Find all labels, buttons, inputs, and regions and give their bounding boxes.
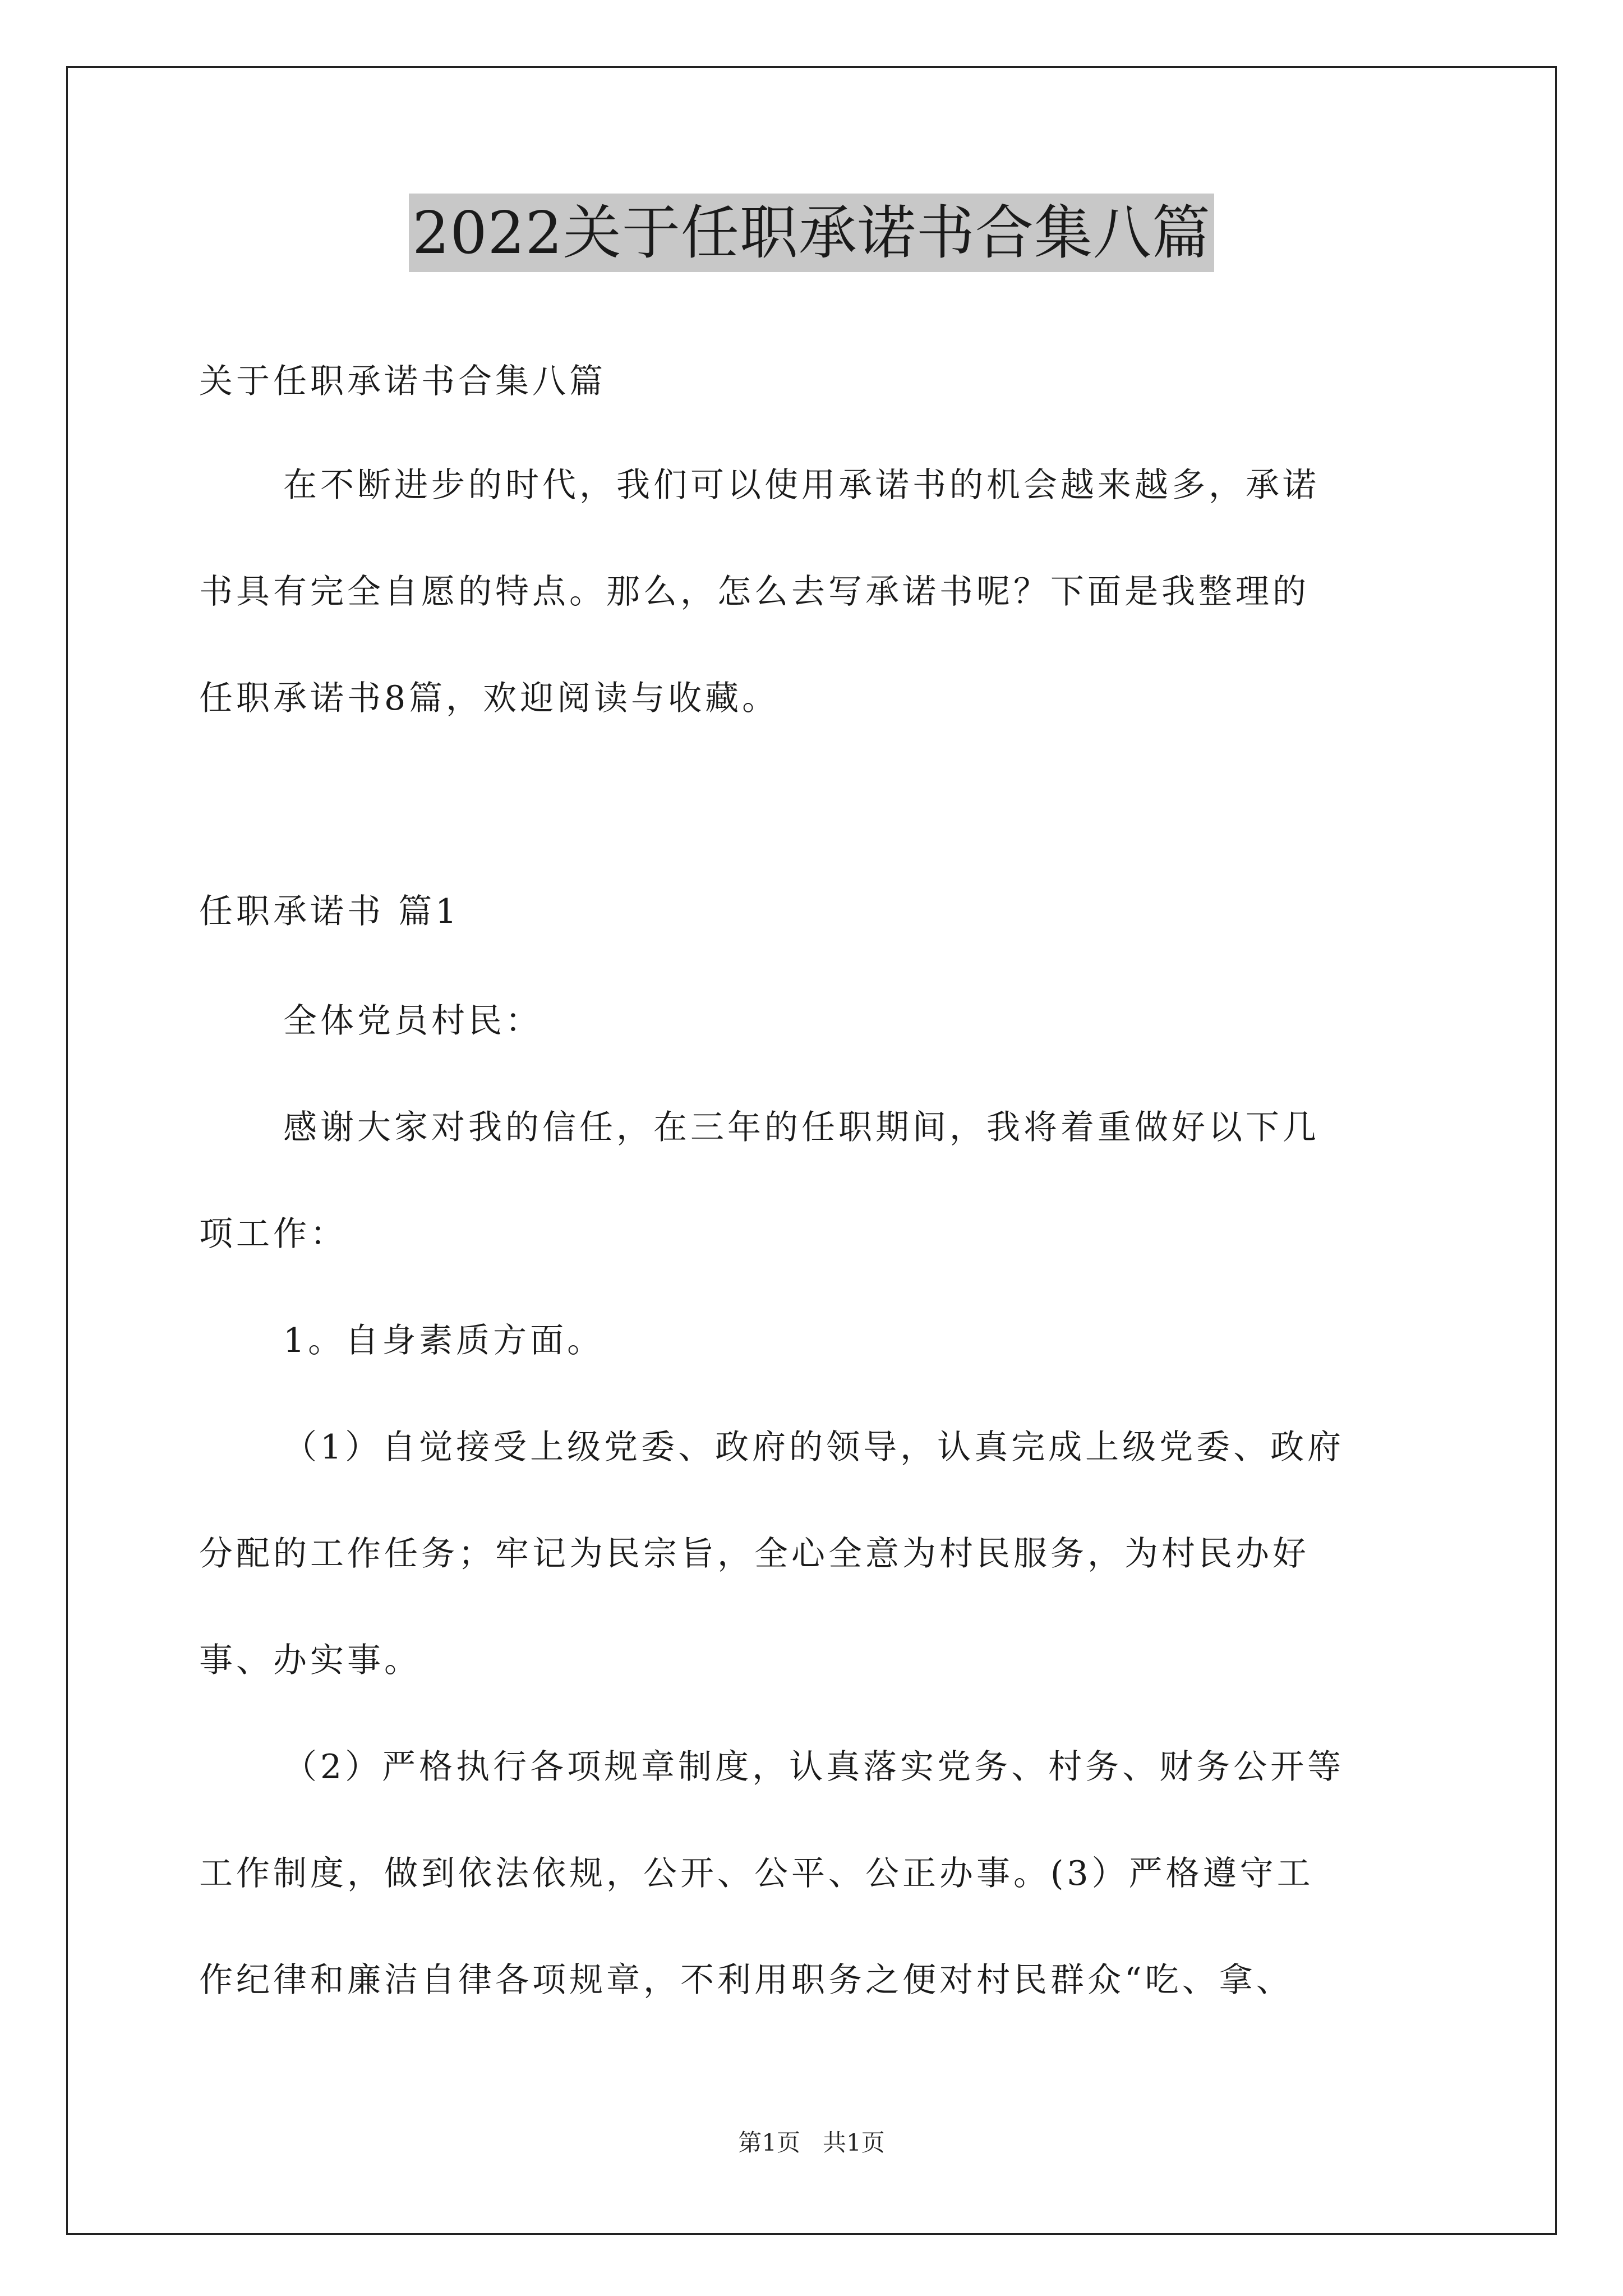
body-line: 事、办实事。 bbox=[199, 1641, 421, 1680]
body-line: 感谢大家对我的信任，在三年的任职期间，我将着重做好以下几 bbox=[283, 1108, 1320, 1147]
body-line: 工作制度，做到依法依规，公开、公平、公正办事。(3）严格遵守工 bbox=[199, 1854, 1314, 1893]
body-line: （1）自觉接受上级党委、政府的领导，认真完成上级党委、政府 bbox=[283, 1428, 1345, 1467]
body-line: 项工作： bbox=[199, 1214, 347, 1254]
page-footer bbox=[0, 2126, 1623, 2160]
intro-line: 任职承诺书8篇，欢迎阅读与收藏。 bbox=[199, 679, 780, 718]
page-total: 共1页 bbox=[823, 2129, 885, 2156]
body-line: 作纪律和廉洁自律各项规章，不利用职务之便对村民群众“吃、拿、 bbox=[199, 1961, 1293, 2000]
body-line: 分配的工作任务；牢记为民宗旨，全心全意为村民服务，为村民办好 bbox=[199, 1534, 1310, 1573]
body-line: （2）严格执行各项规章制度，认真落实党务、村务、财务公开等 bbox=[283, 1747, 1345, 1787]
page-number: 第1页 bbox=[738, 2129, 800, 2156]
document-title: 2022关于任职承诺书合集八篇 bbox=[409, 194, 1214, 272]
body-line: 1。自身素质方面。 bbox=[283, 1321, 605, 1360]
intro-line: 在不断进步的时代，我们可以使用承诺书的机会越来越多，承诺 bbox=[283, 466, 1320, 505]
salutation: 全体党员村民： bbox=[283, 1001, 542, 1041]
document-subtitle: 关于任职承诺书合集八篇 bbox=[199, 362, 606, 401]
section-heading: 任职承诺书 篇1 bbox=[199, 892, 460, 931]
title-container bbox=[0, 194, 1623, 272]
intro-line: 书具有完全自愿的特点。那么，怎么去写承诺书呢？下面是我整理的 bbox=[199, 572, 1310, 611]
